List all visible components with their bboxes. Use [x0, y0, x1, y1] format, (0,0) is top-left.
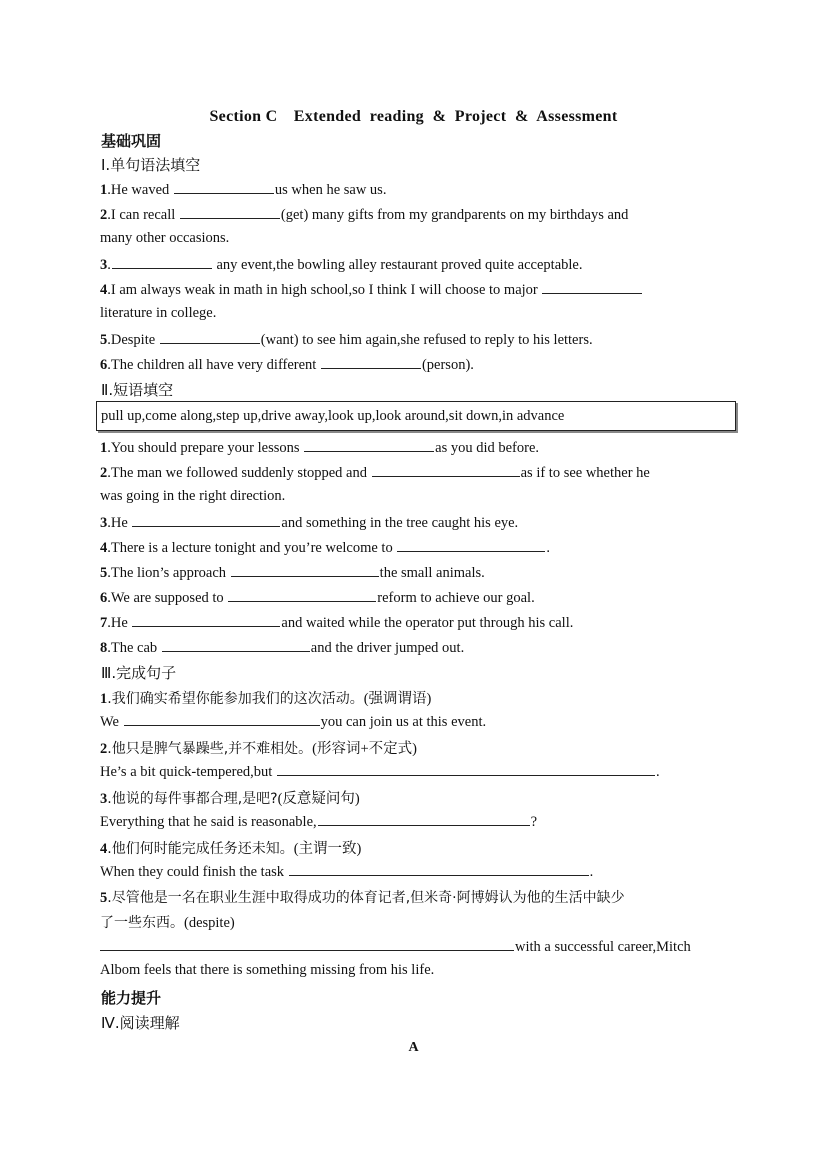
- answer-blank[interactable]: [112, 255, 212, 269]
- passage-label: A: [408, 1040, 419, 1055]
- answer-blank[interactable]: [132, 513, 280, 527]
- part3-q1-en: We you can join us at this event.: [100, 714, 487, 730]
- part2-q7: 7.He and waited while the operator put through his call.: [100, 615, 574, 631]
- part1-q3: 3. any event,the bowling alley restaurant proved quite acceptable.: [100, 257, 583, 273]
- part3-q4-en: When they could finish the task .: [100, 864, 594, 880]
- part3-q1-cn: 1.我们确实希望你能参加我们的这次活动。(强调谓语): [100, 691, 432, 707]
- answer-blank[interactable]: [228, 588, 376, 602]
- answer-blank[interactable]: [372, 463, 520, 477]
- part1-q2: 2.I can recall (get) many gifts from my grandparents on my birthdays and: [100, 207, 629, 223]
- answer-blank[interactable]: [100, 937, 514, 951]
- page-title: Section C Extended reading & Project & Assessment: [209, 108, 618, 125]
- part2-q3: 3.He and something in the tree caught his eye.: [100, 515, 519, 531]
- section-heading-advanced: 能力提升: [101, 989, 162, 1007]
- part2-heading: Ⅱ.短语填空: [101, 381, 174, 399]
- part4-heading: Ⅳ.阅读理解: [101, 1014, 180, 1032]
- part3-q3-cn: 3.他说的每件事都合理,是吧?(反意疑问句): [100, 791, 360, 807]
- part3-q2-en: He’s a bit quick-tempered,but .: [100, 764, 660, 780]
- answer-blank[interactable]: [397, 538, 545, 552]
- part1-q6: 6.The children all have very different (person).: [100, 357, 474, 373]
- part2-q8: 8.The cab and the driver jumped out.: [100, 640, 465, 656]
- part3-q5-en-cont: Albom feels that there is something missing from his life.: [100, 962, 435, 978]
- answer-blank[interactable]: [321, 355, 421, 369]
- part1-q5: 5.Despite (want) to see him again,she refused to reply to his letters.: [100, 332, 593, 348]
- part2-q2: 2.The man we followed suddenly stopped and as if to see whether he: [100, 465, 650, 481]
- part3-q4-cn: 4.他们何时能完成任务还未知。(主谓一致): [100, 841, 362, 857]
- answer-blank[interactable]: [174, 180, 274, 194]
- section-heading-basic: 基础巩固: [101, 132, 162, 150]
- answer-blank[interactable]: [304, 438, 434, 452]
- answer-blank[interactable]: [231, 563, 379, 577]
- part3-q5-en: with a successful career,Mitch: [100, 937, 691, 956]
- part2-q4: 4.There is a lecture tonight and you’re welcome to .: [100, 540, 550, 556]
- answer-blank[interactable]: [132, 613, 280, 627]
- part1-heading: Ⅰ.单句语法填空: [101, 156, 201, 174]
- answer-blank[interactable]: [318, 812, 530, 826]
- part2-q2-cont: was going in the right direction.: [100, 488, 286, 504]
- part2-q5: 5.The lion’s approach the small animals.: [100, 565, 485, 581]
- answer-blank[interactable]: [124, 712, 320, 726]
- part1-q4-cont: literature in college.: [100, 305, 217, 321]
- answer-blank[interactable]: [180, 205, 280, 219]
- phrase-list: pull up,come along,step up,drive away,look up,look around,sit down,in advance: [101, 408, 565, 424]
- part3-q2-cn: 2.他只是脾气暴躁些,并不难相处。(形容词+不定式): [100, 741, 417, 757]
- part1-q4: 4.I am always weak in math in high school,so I think I will choose to major: [100, 280, 643, 299]
- part2-q6: 6.We are supposed to reform to achieve our goal.: [100, 590, 535, 606]
- answer-blank[interactable]: [277, 762, 655, 776]
- part3-q5-cn2: 了一些东西。(despite): [100, 915, 235, 931]
- part3-heading: Ⅲ.完成句子: [101, 664, 177, 682]
- part3-q3-en: Everything that he said is reasonable, ?: [100, 814, 538, 830]
- part3-q5-cn: 5.尽管他是一名在职业生涯中取得成功的体育记者,但米奇·阿博姆认为他的生活中缺少: [100, 890, 625, 906]
- answer-blank[interactable]: [289, 862, 589, 876]
- answer-blank[interactable]: [160, 330, 260, 344]
- part1-q1: 1.He waved us when he saw us.: [100, 182, 387, 198]
- phrase-box: [96, 401, 736, 431]
- part2-q1: 1.You should prepare your lessons as you did before.: [100, 440, 540, 456]
- answer-blank[interactable]: [162, 638, 310, 652]
- part1-q2-cont: many other occasions.: [100, 230, 230, 246]
- answer-blank[interactable]: [542, 280, 642, 294]
